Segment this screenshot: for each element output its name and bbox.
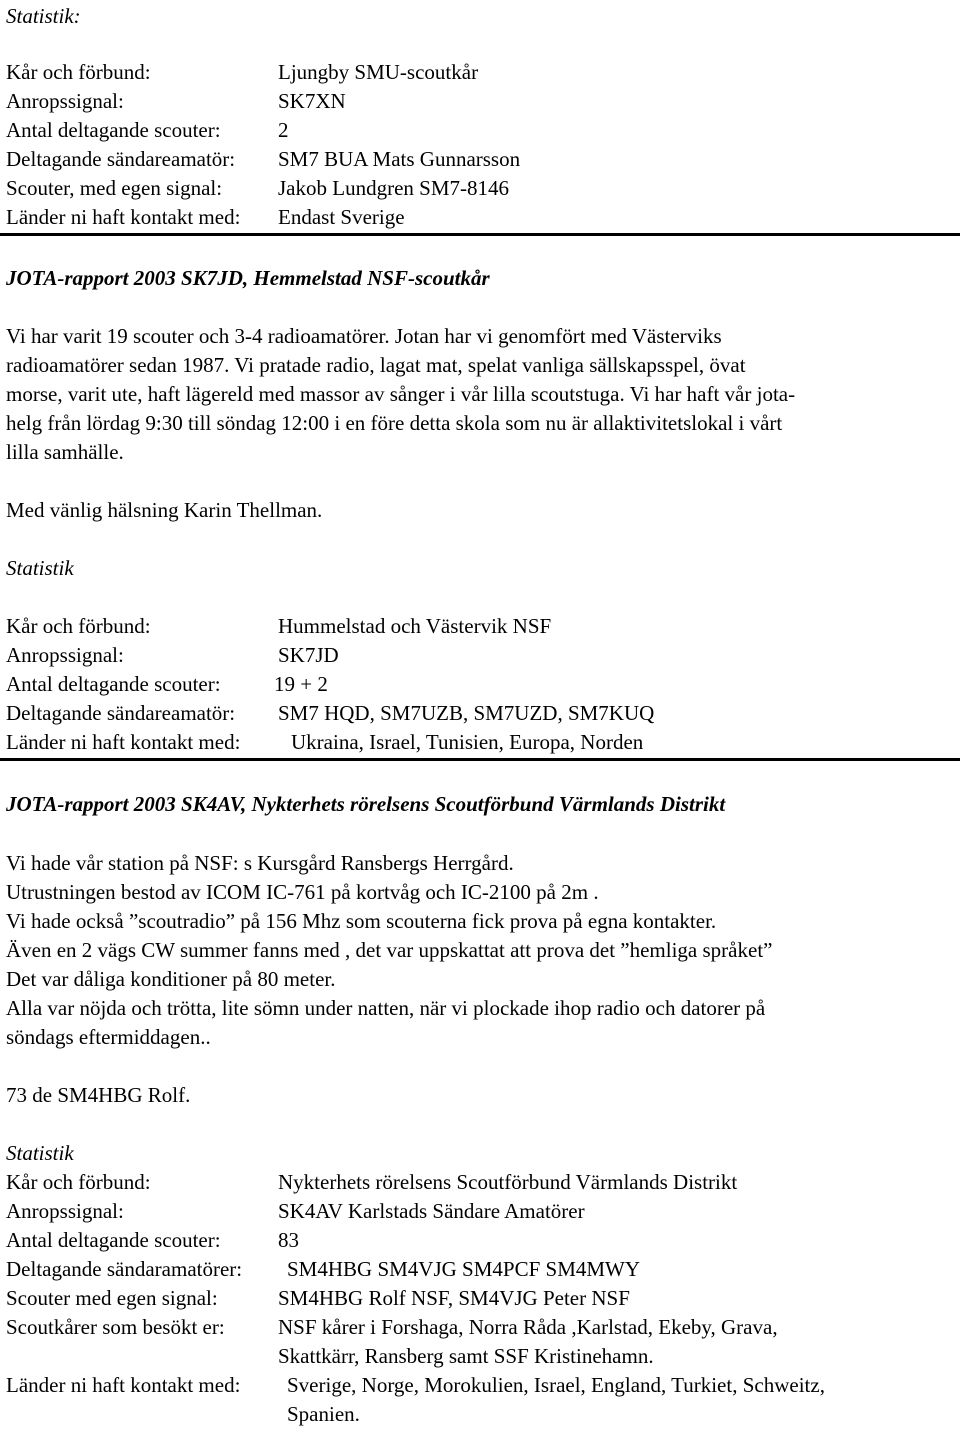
report-paragraph-line: radioamatörer sedan 1987. Vi pratade radio, lagat mat, spelat vanliga sällskapsspel, övat xyxy=(6,353,746,377)
stat-label: Anropssignal: xyxy=(6,643,124,667)
report-line: Även en 2 vägs CW summer fanns med , det var uppskattat att prova det ”hemliga språket” xyxy=(6,938,773,962)
report-line: Utrustningen bestod av ICOM IC-761 på kortvåg och IC-2100 på 2m . xyxy=(6,880,599,904)
section-heading: Statistik: xyxy=(6,4,81,28)
report-paragraph-line: morse, varit ute, haft lägereld med massor av sånger i vår lilla scoutstuga. Vi har haft vår jota- xyxy=(6,382,796,406)
stat-label: Deltagande sändareamatör: xyxy=(6,147,236,171)
stat-value: Ukraina, Israel, Tunisien, Europa, Norden xyxy=(291,730,644,754)
stat-heading: Statistik xyxy=(6,556,74,580)
stat-value: 83 xyxy=(278,1228,299,1252)
stat-value: Nykterhets rörelsens Scoutförbund Värmlands Distrikt xyxy=(278,1170,738,1194)
stat-label: Antal deltagande scouter: xyxy=(6,118,221,142)
stat-label: Länder ni haft kontakt med: xyxy=(6,1373,241,1397)
stat-value: SM7 HQD, SM7UZB, SM7UZD, SM7KUQ xyxy=(278,701,655,725)
report-title: JOTA-rapport 2003 SK7JD, Hemmelstad NSF-scoutkår xyxy=(6,266,490,290)
stat-label: Kår och förbund: xyxy=(6,1170,151,1194)
stat-value: 19 + 2 xyxy=(274,672,328,696)
stat-value-continuation: Spanien. xyxy=(287,1402,360,1426)
section-divider xyxy=(0,758,960,761)
stat-value: Ljungby SMU-scoutkår xyxy=(278,60,479,84)
stat-value: Hummelstad och Västervik NSF xyxy=(278,614,552,638)
stat-label: Antal deltagande scouter: xyxy=(6,1228,221,1252)
stat-value: SM7 BUA Mats Gunnarsson xyxy=(278,147,521,171)
stat-heading: Statistik xyxy=(6,1141,74,1165)
report-title: JOTA-rapport 2003 SK4AV, Nykterhets rörelsens Scoutförbund Värmlands Distrikt xyxy=(6,792,726,816)
stat-value: Jakob Lundgren SM7-8146 xyxy=(278,176,509,200)
report-line: Alla var nöjda och trötta, lite sömn under natten, när vi plockade ihop radio och datorer på xyxy=(6,996,766,1020)
report-paragraph-line: lilla samhälle. xyxy=(6,440,124,464)
stat-label: Deltagande sändaramatörer: xyxy=(6,1257,243,1281)
stat-value: Endast Sverige xyxy=(278,205,405,229)
section-divider xyxy=(0,233,960,236)
greeting: Med vänlig hälsning Karin Thellman. xyxy=(6,498,323,522)
stat-value: SK7XN xyxy=(278,89,346,113)
stat-label: Scouter med egen signal: xyxy=(6,1286,218,1310)
stat-label: Antal deltagande scouter: xyxy=(6,672,221,696)
stat-value: 2 xyxy=(278,118,289,142)
stat-label: Scouter, med egen signal: xyxy=(6,176,223,200)
stat-label: Länder ni haft kontakt med: xyxy=(6,205,241,229)
stat-label: Scoutkårer som besökt er: xyxy=(6,1315,225,1339)
stat-label: Anropssignal: xyxy=(6,1199,124,1223)
report-line: söndags eftermiddagen.. xyxy=(6,1025,211,1049)
stat-value: SK7JD xyxy=(278,643,339,667)
stat-label: Deltagande sändareamatör: xyxy=(6,701,236,725)
stat-label: Länder ni haft kontakt med: xyxy=(6,730,241,754)
stat-label: Anropssignal: xyxy=(6,89,124,113)
stat-value: Sverige, Norge, Morokulien, Israel, England, Turkiet, Schweitz, xyxy=(287,1373,825,1397)
report-paragraph-line: Vi har varit 19 scouter och 3-4 radioamatörer. Jotan har vi genomfört med Västerviks xyxy=(6,324,722,348)
stat-value: SM4HBG Rolf NSF, SM4VJG Peter NSF xyxy=(278,1286,630,1310)
report-line: Vi hade vår station på NSF: s Kursgård Ransbergs Herrgård. xyxy=(6,851,514,875)
stat-value: SM4HBG SM4VJG SM4PCF SM4MWY xyxy=(287,1257,641,1281)
report-paragraph-line: helg från lördag 9:30 till söndag 12:00 i en före detta skola som nu är allaktivitetslokal i vårt xyxy=(6,411,783,435)
report-line: Vi hade också ”scoutradio” på 156 Mhz som scouterna fick prova på egna kontakter. xyxy=(6,909,717,933)
signoff: 73 de SM4HBG Rolf. xyxy=(6,1083,191,1107)
stat-label: Kår och förbund: xyxy=(6,60,151,84)
stat-value-continuation: Skattkärr, Ransberg samt SSF Kristinehamn. xyxy=(278,1344,654,1368)
stat-value: SK4AV Karlstads Sändare Amatörer xyxy=(278,1199,585,1223)
stat-label: Kår och förbund: xyxy=(6,614,151,638)
report-line: Det var dåliga konditioner på 80 meter. xyxy=(6,967,336,991)
stat-value: NSF kårer i Forshaga, Norra Råda ,Karlstad, Ekeby, Grava, xyxy=(278,1315,778,1339)
